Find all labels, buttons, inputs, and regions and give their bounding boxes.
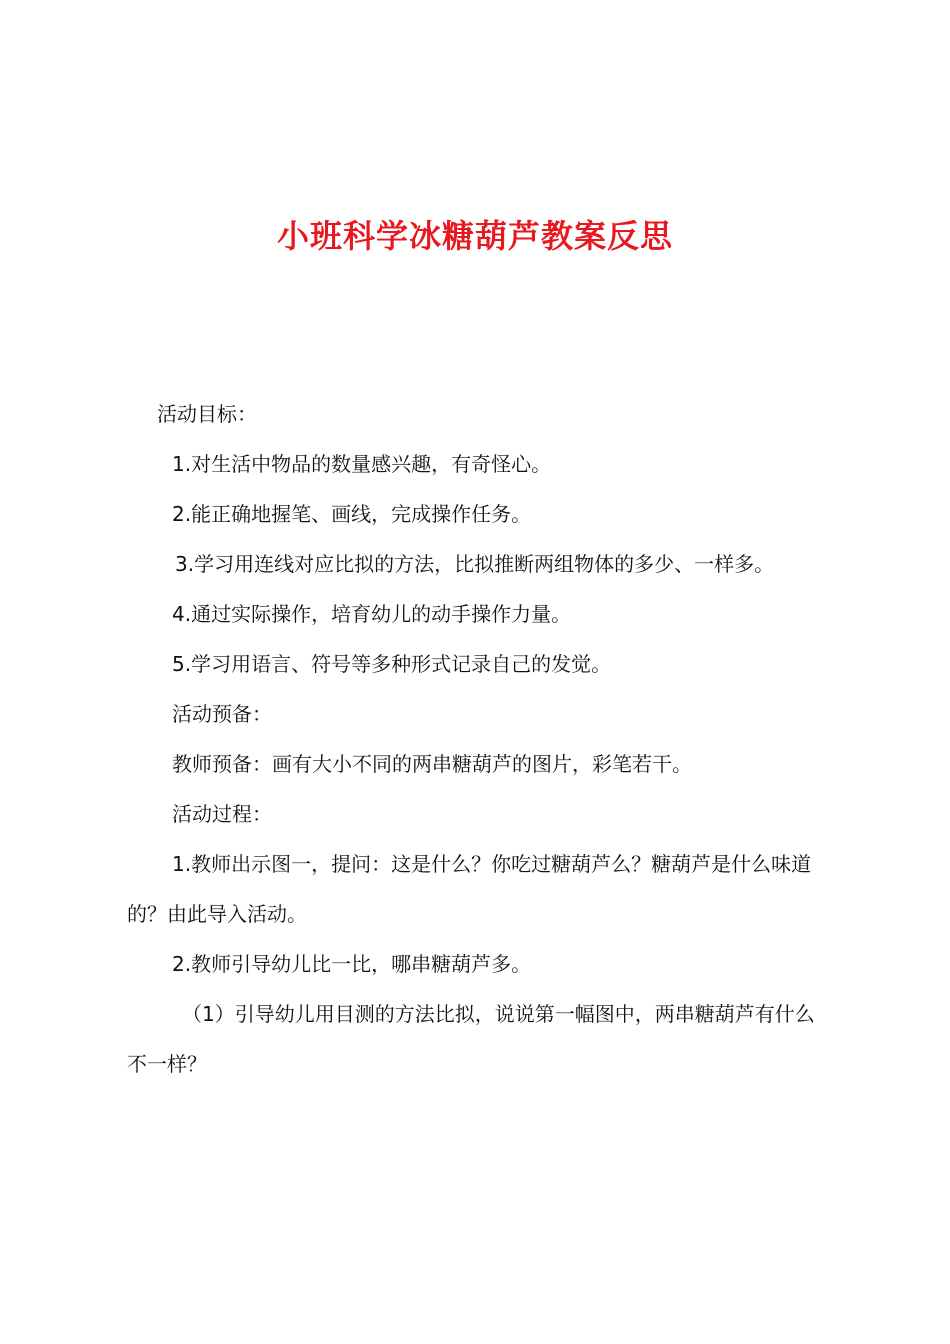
- paragraph-preparation-heading: 活动预备：: [172, 702, 272, 726]
- document-title: 小班科学冰糖葫芦教案反思: [276, 217, 673, 255]
- paragraph-activity-goals-heading: 活动目标：: [157, 402, 257, 426]
- document-body: [127, 389, 832, 1089]
- paragraph-process-heading: 活动过程：: [172, 802, 272, 826]
- paragraph-teacher-preparation: 教师预备：画有大小不同的两串糖葫芦的图片，彩笔若干。: [172, 752, 692, 776]
- paragraph-goal-5: 5.学习用语言、符号等多种形式记录自己的发觉。: [172, 652, 612, 676]
- paragraph-process-1: 1.教师出示图一，提问：这是什么？你吃过糖葫芦么？糖葫芦是什么味道的？由此导入活动。: [127, 852, 812, 926]
- paragraph-goal-1: 1.对生活中物品的数量感兴趣，有奇怪心。: [172, 452, 552, 476]
- paragraph-goal-2: 2.能正确地握笔、画线，完成操作任务。: [172, 502, 532, 526]
- paragraph-process-2-1: （1）引导幼儿用目测的方法比拟，说说第一幅图中，两串糖葫芦有什么不一样？: [127, 1002, 815, 1076]
- paragraph-goal-4: 4.通过实际操作，培育幼儿的动手操作力量。: [172, 602, 572, 626]
- paragraph-process-2: 2.教师引导幼儿比一比，哪串糖葫芦多。: [172, 952, 532, 976]
- paragraph-goal-3: 3.学习用连线对应比拟的方法，比拟推断两组物体的多少、一样多。: [175, 552, 775, 576]
